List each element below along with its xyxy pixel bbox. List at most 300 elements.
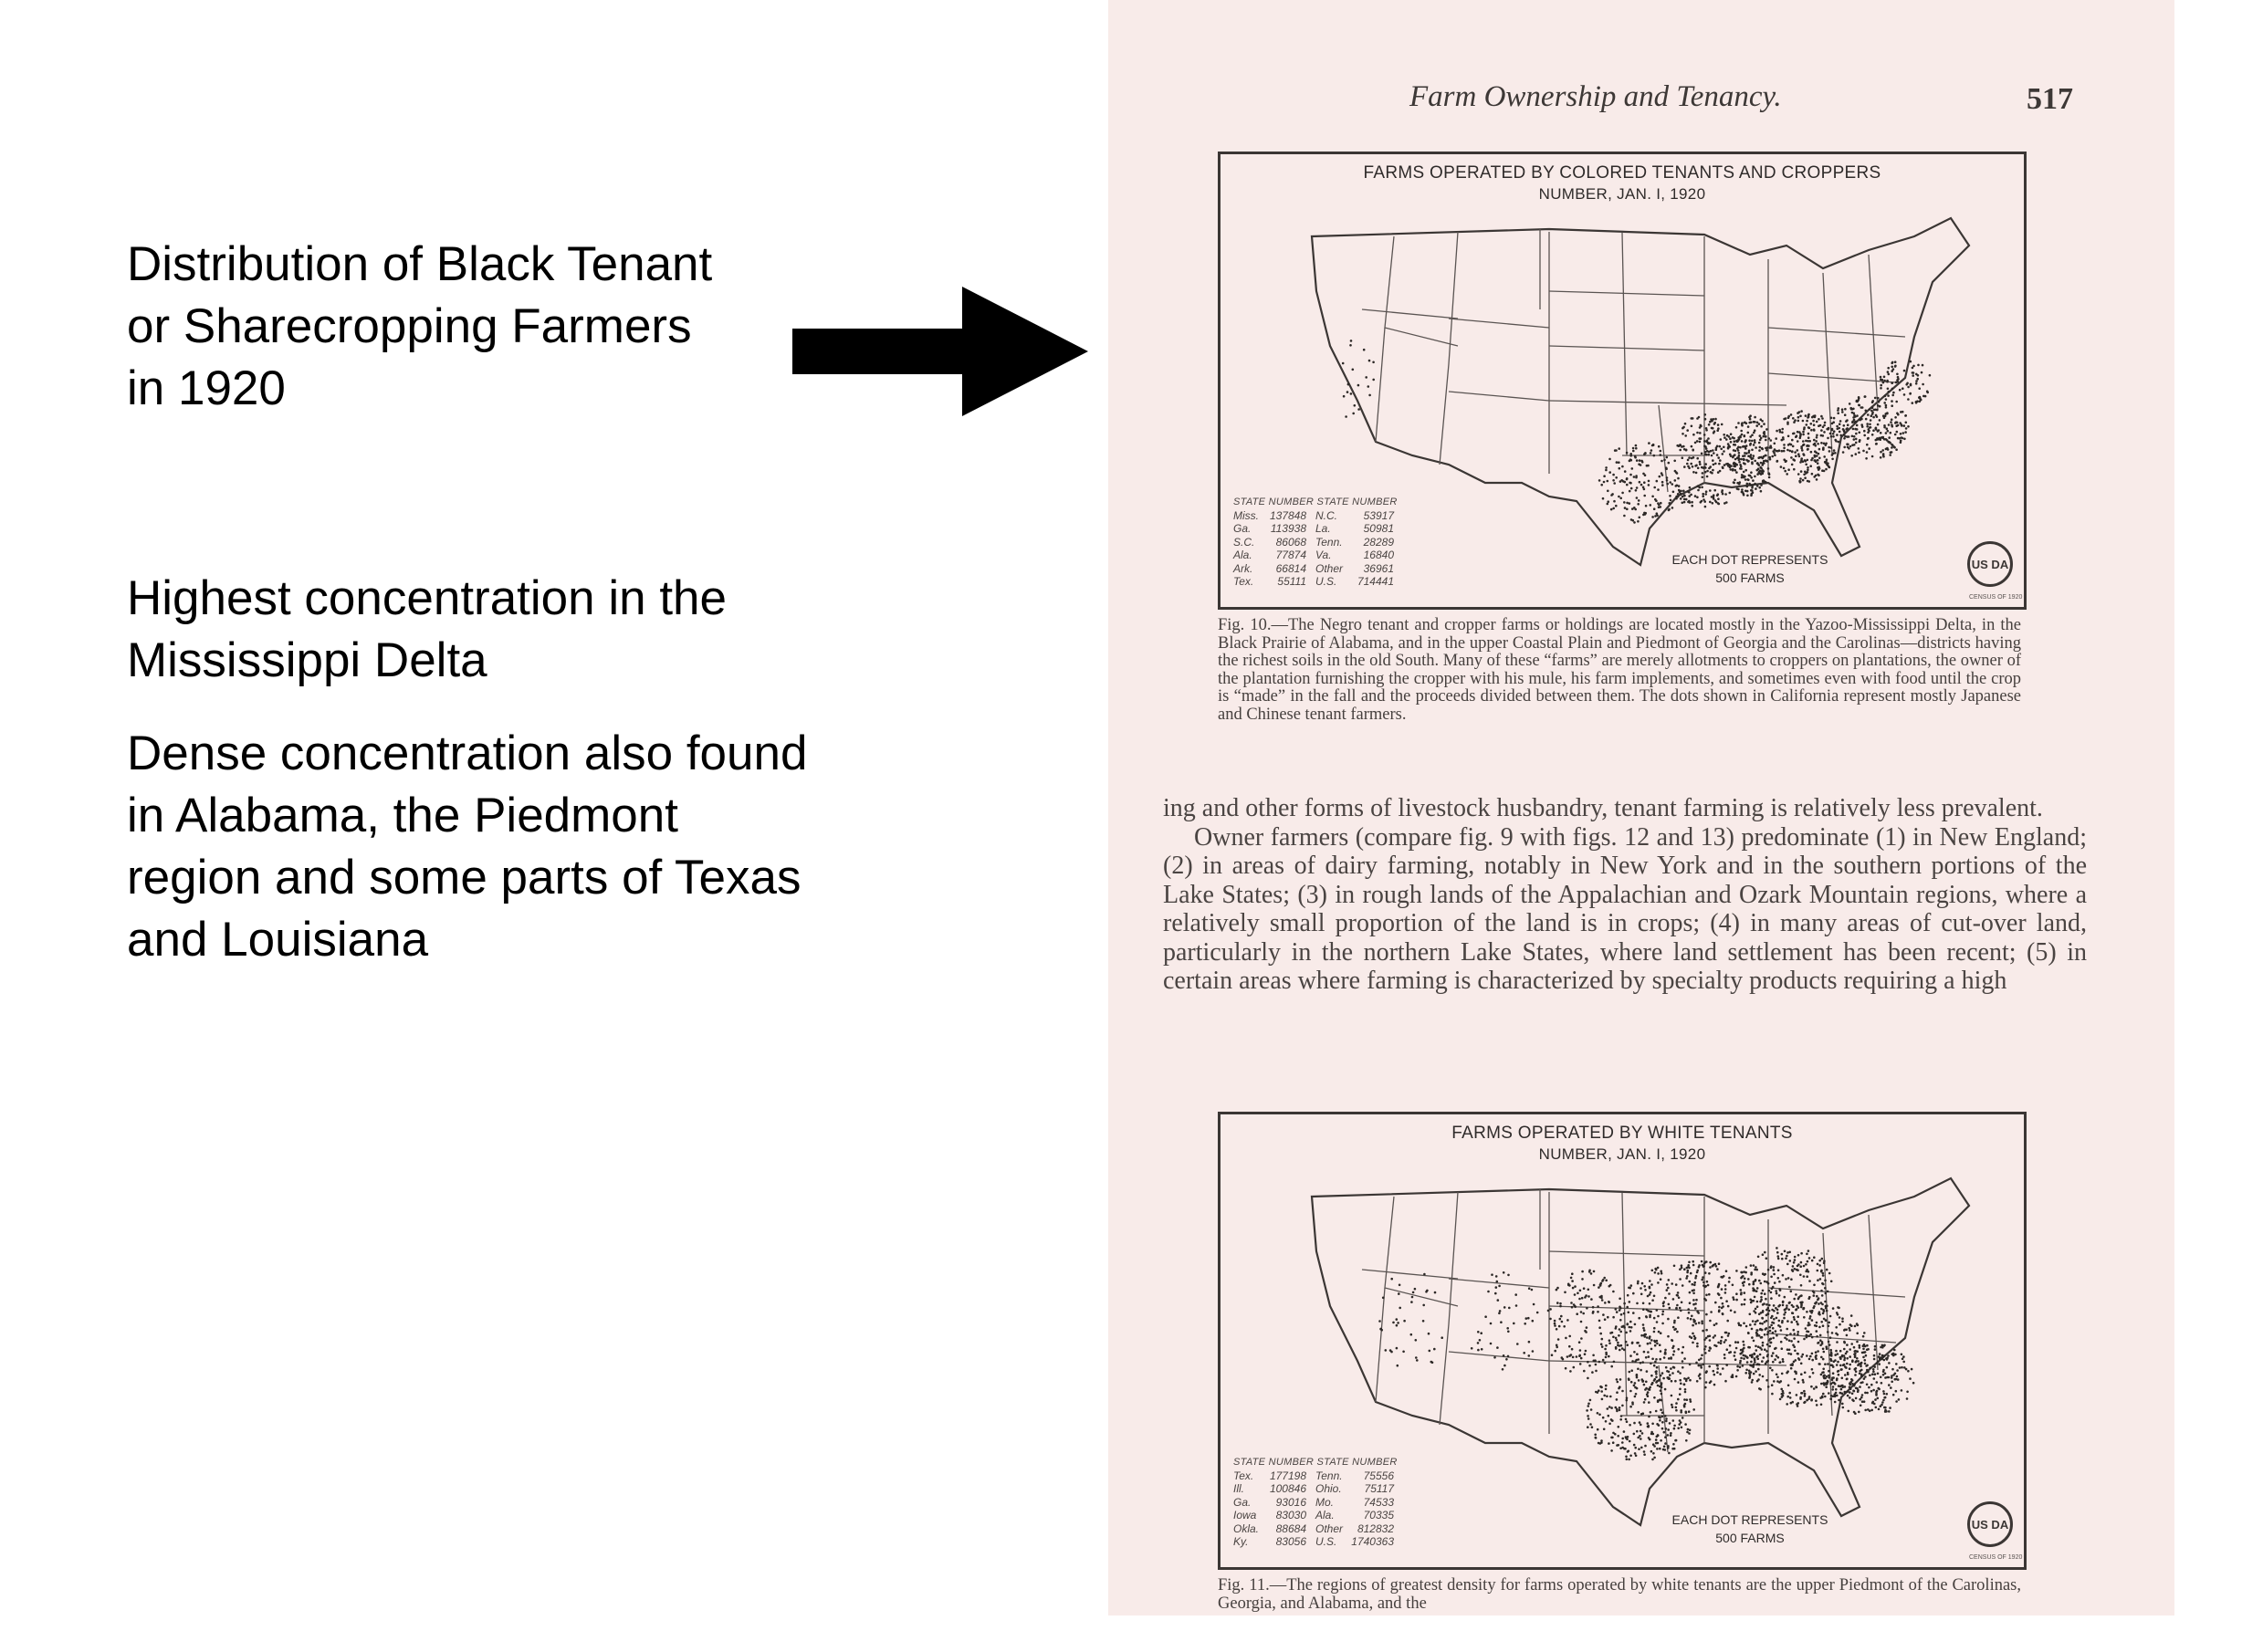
map-dot: [1471, 1347, 1473, 1350]
map-dot: [1651, 516, 1654, 518]
map-dot: [1654, 1341, 1657, 1344]
table-cell: 53917: [1363, 508, 1394, 522]
map-dot: [1603, 1277, 1606, 1280]
map-dot: [1557, 1338, 1560, 1341]
map-dot: [1793, 433, 1796, 435]
map-dot: [1738, 1323, 1741, 1326]
map-dot: [1768, 437, 1771, 440]
map-dot: [1385, 1349, 1388, 1352]
map-dot: [1774, 1358, 1776, 1361]
map-dot: [1844, 408, 1847, 411]
map-dot: [1780, 1329, 1783, 1332]
table-cell: Tenn.: [1315, 535, 1343, 549]
map-dot: [1818, 457, 1821, 460]
map-dot: [1818, 1264, 1821, 1267]
map-dot: [1778, 1362, 1781, 1364]
map-dot: [1803, 428, 1806, 431]
map-dot: [1806, 1311, 1808, 1313]
slide-point-other-regions: [127, 723, 912, 971]
map-dot: [1619, 1344, 1621, 1347]
map-dot: [1765, 1350, 1768, 1353]
map-dot: [1762, 1317, 1765, 1320]
map-dot: [1650, 1348, 1653, 1351]
map-dot: [1608, 458, 1611, 461]
map-dot: [1822, 1274, 1825, 1277]
map-dot: [1554, 1350, 1556, 1353]
map-dot: [1891, 382, 1893, 384]
map-dot: [1865, 457, 1868, 460]
map-dot: [1910, 384, 1912, 387]
map-dot: [1744, 434, 1746, 437]
map-dot: [1641, 461, 1644, 464]
slide-point-delta: [127, 568, 894, 692]
map-dot: [1758, 1334, 1761, 1337]
map-dot: [1617, 1342, 1619, 1344]
map-dot: [1772, 1361, 1775, 1364]
map-dot: [1686, 463, 1689, 465]
map-dot: [1765, 1257, 1768, 1260]
map-dot: [1581, 1297, 1584, 1300]
map-dot: [1824, 1287, 1827, 1290]
table-cell: 100846: [1269, 1482, 1306, 1495]
map-dot: [1822, 1393, 1825, 1396]
usda-seal-icon: [1967, 541, 2013, 587]
map-dot: [1626, 1323, 1629, 1326]
map-dot: [1735, 1299, 1738, 1302]
map-dot: [1846, 1334, 1849, 1337]
map-dot: [1800, 1284, 1803, 1287]
map-dot: [1629, 1424, 1631, 1427]
map-dot: [1561, 1356, 1564, 1359]
map-dot: [1778, 449, 1781, 452]
map-dot: [1862, 1335, 1865, 1338]
table-cell: 177198: [1269, 1469, 1306, 1482]
map-dot: [1704, 506, 1707, 508]
map-dot: [1810, 451, 1813, 454]
map-dot: [1855, 1367, 1858, 1370]
map-dot: [1900, 440, 1902, 443]
map-dot: [1748, 1346, 1751, 1349]
map-dot: [1822, 1368, 1825, 1371]
map-dot: [1670, 1357, 1672, 1360]
map-dot: [1816, 1325, 1818, 1328]
map-dot: [1802, 461, 1805, 464]
map-dot: [1487, 1291, 1490, 1293]
map-dot: [1705, 1381, 1708, 1384]
map-dot: [1823, 424, 1826, 427]
map-dot: [1707, 1284, 1710, 1287]
map-dot: [1503, 1364, 1506, 1367]
map-dot: [1839, 420, 1842, 423]
map-dot: [1702, 1330, 1704, 1333]
map-dot: [1660, 506, 1662, 508]
map-dot: [1832, 433, 1835, 435]
map-dot: [1599, 1385, 1602, 1388]
map-dot: [1612, 1441, 1615, 1444]
map-dot: [1695, 472, 1698, 475]
map-dot: [1807, 1270, 1810, 1273]
map-dot: [1696, 457, 1699, 460]
map-dot: [1751, 1381, 1754, 1384]
map-dot: [1830, 1281, 1833, 1283]
map-dot: [1716, 1364, 1719, 1367]
map-dot: [1911, 1368, 1913, 1371]
map-dot: [1846, 1351, 1849, 1354]
map-dot: [1687, 465, 1690, 468]
map-dot: [1659, 1417, 1661, 1419]
map-dot: [1769, 1342, 1772, 1344]
map-dot: [1817, 1279, 1819, 1281]
map-dot: [1896, 1369, 1899, 1372]
map-dot: [1600, 1390, 1603, 1393]
map-dot: [1611, 493, 1614, 496]
map-dot: [1718, 1293, 1721, 1296]
map-dot: [1740, 1357, 1743, 1360]
map-dot: [1612, 1432, 1615, 1435]
map-dot: [1828, 466, 1831, 469]
map-dot: [1673, 1322, 1676, 1324]
map-dot: [1691, 425, 1693, 428]
table-cell: Tex.: [1233, 575, 1254, 588]
map-dot: [1747, 455, 1750, 457]
map-dot: [1874, 1398, 1877, 1401]
map-dot: [1621, 1347, 1624, 1350]
map-dot: [1718, 1262, 1721, 1265]
map-dot: [1698, 1322, 1701, 1324]
map-dot: [1885, 413, 1888, 415]
map-dot: [1735, 1347, 1738, 1350]
map-dot: [1750, 1273, 1753, 1276]
map-dot: [1922, 383, 1924, 386]
map-dot: [1803, 474, 1806, 476]
map-dot: [1660, 1389, 1662, 1392]
map-dot: [1651, 496, 1654, 498]
map-dot: [1713, 494, 1715, 497]
map-dot: [1678, 485, 1681, 487]
map-dot: [1797, 1298, 1800, 1301]
map-dot: [1711, 419, 1713, 422]
map-dot: [1700, 425, 1702, 428]
map-dot: [1733, 455, 1735, 457]
map-dot: [1825, 443, 1828, 445]
map-dot: [1819, 1278, 1822, 1281]
map-dot: [1800, 1261, 1803, 1264]
map-dot: [1647, 1391, 1650, 1394]
map-dot: [1786, 1396, 1789, 1398]
map-dot: [1831, 1388, 1834, 1391]
map-dot: [1817, 1350, 1819, 1353]
map-dot: [1601, 1299, 1604, 1302]
map-dot: [1880, 451, 1882, 454]
map-dot: [1821, 1372, 1824, 1375]
map-dot: [1698, 1364, 1701, 1367]
map-dot: [1657, 1435, 1660, 1438]
map-dot: [1503, 1354, 1505, 1357]
map-dot: [1723, 1354, 1726, 1356]
map-dot: [1717, 497, 1720, 500]
map-dot: [1650, 1363, 1652, 1365]
map-dot: [1799, 437, 1802, 440]
map-dot: [1883, 376, 1886, 379]
right-arrow-icon: [792, 287, 1088, 416]
map-dot: [1696, 440, 1699, 443]
map-dot: [1826, 1383, 1828, 1385]
map-dot: [1881, 449, 1884, 452]
map-dot: [1342, 362, 1345, 365]
usda-seal-label: US DA: [1971, 557, 2009, 571]
map-dot: [1790, 1364, 1793, 1366]
map-dot: [1832, 435, 1835, 438]
map-dot: [1645, 1356, 1648, 1359]
map-dot: [1725, 1300, 1728, 1302]
map-dot: [1579, 1349, 1582, 1352]
map-dot: [1692, 1324, 1694, 1327]
map-dot: [1881, 1354, 1884, 1357]
map-dot: [1629, 458, 1632, 461]
map-dot: [1707, 1335, 1710, 1338]
map-dot: [1661, 1372, 1664, 1375]
map-dot: [1808, 1358, 1811, 1361]
map-dot: [1821, 1282, 1824, 1285]
map-dot: [1755, 1370, 1757, 1373]
map-dot: [1528, 1354, 1531, 1357]
map-dot: [1398, 1292, 1400, 1295]
map-dot: [1864, 395, 1867, 398]
map-dot: [1883, 402, 1886, 404]
map-dot: [1888, 436, 1891, 439]
map-dot: [1851, 1393, 1854, 1396]
map-dot: [1851, 1398, 1854, 1401]
map-dot: [1704, 1345, 1707, 1348]
table-cell: Va.: [1315, 549, 1332, 561]
map-dot: [1748, 439, 1751, 442]
map-dot: [1684, 1423, 1687, 1426]
map-dot: [1665, 1417, 1668, 1420]
map-dot: [1743, 1357, 1745, 1360]
map-dot: [1741, 1276, 1744, 1279]
map-dot: [1666, 476, 1669, 479]
state-border: [1549, 291, 1704, 296]
figure-10-caption: Fig. 10.—The Negro tenant and cropper farms or holdings are located mostly in the Yazoo-Mississippi Delta, in the Black Prairie of Alabama, and in the upper Coastal Plain and Piedmont of Georgia and the Carolinas—districts having the richest soils in the old South. Many of these “farms” are merely allotments to croppers on plantations, the owner of the plantation furnishing the cropper with his mule, his farm implements, and sometimes even with food until the crop is “made” in the fall and the proceeds divided between them. The dots shown in California represent mostly Japanese and Chinese tenant farmers.: [1218, 616, 2021, 724]
map-dot: [1829, 1397, 1832, 1400]
map-dot: [1722, 1302, 1724, 1305]
map-dot: [1713, 1264, 1715, 1267]
map-dot: [1643, 481, 1646, 484]
map-dot: [1782, 1361, 1785, 1364]
map-dot: [1721, 1288, 1723, 1291]
map-dot: [1776, 1354, 1778, 1357]
map-dot: [1392, 1322, 1395, 1324]
map-dot: [1872, 1371, 1875, 1374]
map-dot: [1714, 499, 1717, 502]
map-dot: [1799, 434, 1802, 436]
map-dot: [1782, 1358, 1785, 1361]
map-dot: [1869, 423, 1871, 426]
map-dot: [1527, 1317, 1530, 1320]
map-dot: [1864, 1359, 1867, 1362]
map-dot: [1701, 453, 1703, 455]
map-dot: [1828, 1344, 1831, 1346]
map-dot: [1667, 1447, 1670, 1449]
map-dot: [1636, 486, 1639, 489]
map-dot: [1667, 1335, 1670, 1338]
map-dot: [1879, 438, 1881, 441]
map-dot: [1809, 465, 1812, 467]
map-dot: [1791, 439, 1794, 442]
map-dot: [1682, 1346, 1685, 1349]
map-dot: [1825, 461, 1828, 464]
map-dot: [1528, 1341, 1531, 1344]
map-dot: [1760, 467, 1763, 470]
map-dot: [1909, 392, 1912, 395]
map-dot: [1753, 1281, 1755, 1283]
map-dot: [1799, 477, 1802, 480]
map-dot: [1589, 1399, 1592, 1402]
map-dot: [1635, 1359, 1638, 1362]
map-dot: [1885, 448, 1888, 451]
map-dot: [1631, 1401, 1634, 1404]
map-dot: [1700, 1366, 1702, 1369]
map-dot: [1842, 1406, 1845, 1409]
map-dot: [1368, 394, 1371, 397]
map-dot: [1564, 1291, 1566, 1294]
map-dot: [1547, 1310, 1550, 1312]
map-dot: [1793, 1329, 1796, 1332]
map-dot: [1855, 1370, 1858, 1373]
state-border: [1869, 1215, 1878, 1370]
map-dot: [1828, 1325, 1830, 1328]
map-dot: [1704, 493, 1707, 496]
map-dot: [1643, 1401, 1646, 1404]
map-dot: [1830, 435, 1833, 438]
map-dot: [1679, 1268, 1682, 1270]
map-dot: [1885, 406, 1888, 409]
map-dot: [1648, 484, 1650, 486]
map-dot: [1610, 1449, 1613, 1452]
map-dot: [1887, 367, 1890, 370]
map-dot: [1775, 1290, 1777, 1292]
map-dot: [1823, 1351, 1826, 1354]
map-dot: [1671, 1406, 1674, 1408]
map-dot: [1751, 461, 1754, 464]
map-dot: [1615, 505, 1618, 507]
map-dot: [1680, 490, 1682, 493]
map-dot: [1628, 1312, 1630, 1314]
map-dot: [1808, 1317, 1811, 1320]
table-cell: N.C.: [1315, 508, 1337, 522]
map-dot: [1873, 1354, 1876, 1357]
map-dot: [1786, 1251, 1789, 1254]
map-dot: [1692, 1333, 1694, 1335]
map-dot: [1653, 1331, 1656, 1333]
map-dot: [1747, 425, 1750, 428]
map-dot: [1799, 1274, 1802, 1277]
map-dot: [1661, 481, 1664, 484]
map-dot: [1703, 1298, 1706, 1301]
map-dot: [1673, 1329, 1676, 1332]
map-dot: [1784, 1337, 1786, 1340]
map-dot: [1559, 1318, 1562, 1321]
map-dot: [1815, 1400, 1818, 1403]
map-dot: [1730, 1310, 1733, 1312]
map-dot: [1729, 1344, 1732, 1347]
map-dot: [1628, 1379, 1630, 1382]
map-dot: [1600, 1439, 1603, 1442]
map-dot: [1770, 1276, 1773, 1279]
map-dot: [1705, 1371, 1708, 1374]
map-dot: [1669, 1374, 1671, 1376]
map-dot: [1732, 436, 1734, 439]
map-dot: [1523, 1352, 1525, 1354]
map-dot: [1722, 466, 1724, 469]
map-dot: [1602, 1279, 1605, 1281]
map-dot: [1656, 1380, 1659, 1383]
map-dot: [1619, 467, 1621, 470]
map-dot: [1807, 444, 1810, 447]
map-dot: [1477, 1342, 1480, 1344]
map-dot: [1770, 446, 1773, 449]
map-dot: [1422, 1320, 1425, 1323]
map-dot: [1856, 1341, 1859, 1344]
map-dot: [1701, 500, 1703, 503]
map-dot: [1638, 1448, 1640, 1450]
map-dot: [1657, 1400, 1660, 1403]
map-dot: [1619, 1409, 1621, 1412]
map-dot: [1748, 422, 1751, 424]
map-dot: [1416, 1359, 1419, 1362]
map-dot: [1556, 1344, 1558, 1347]
table-cell: 16840: [1363, 549, 1394, 561]
map-dot: [1847, 423, 1849, 426]
map-dot: [1756, 1355, 1759, 1358]
map-dot: [1619, 1331, 1622, 1333]
map-dot: [1843, 1341, 1846, 1344]
map-dot: [1743, 1270, 1745, 1273]
map-dot: [1781, 439, 1784, 442]
map-dot: [1774, 454, 1776, 456]
map-dot: [1654, 1271, 1657, 1274]
map-dot: [1651, 1270, 1654, 1272]
map-dot: [1759, 1354, 1762, 1356]
map-dot: [1598, 1414, 1601, 1417]
map-dot: [1781, 1396, 1784, 1398]
map-dot: [1594, 1359, 1597, 1362]
map-dot: [1608, 1406, 1611, 1408]
map-dot: [1786, 1255, 1788, 1258]
map-dot: [1692, 1342, 1694, 1344]
map-dot: [1696, 432, 1699, 434]
map-dot: [1802, 1379, 1805, 1382]
map-dot: [1699, 463, 1702, 465]
map-dot: [1813, 1294, 1816, 1297]
map-dot: [1790, 1340, 1793, 1343]
map-dot: [1636, 1302, 1639, 1305]
map-dot: [1668, 1357, 1671, 1360]
map-dot: [1803, 1265, 1806, 1268]
map-dot: [1708, 1365, 1711, 1368]
map-dot: [1722, 493, 1724, 496]
map-dot: [1737, 446, 1740, 449]
map-dot: [1849, 1386, 1851, 1389]
map-dot: [1847, 1372, 1849, 1375]
map-dot: [1764, 1292, 1766, 1295]
map-dot: [1644, 512, 1647, 515]
map-dot: [1659, 476, 1661, 478]
map-dot: [1830, 446, 1833, 449]
map-dot: [1607, 480, 1609, 483]
map-dot: [1797, 449, 1799, 452]
map-dot: [1710, 1380, 1713, 1383]
